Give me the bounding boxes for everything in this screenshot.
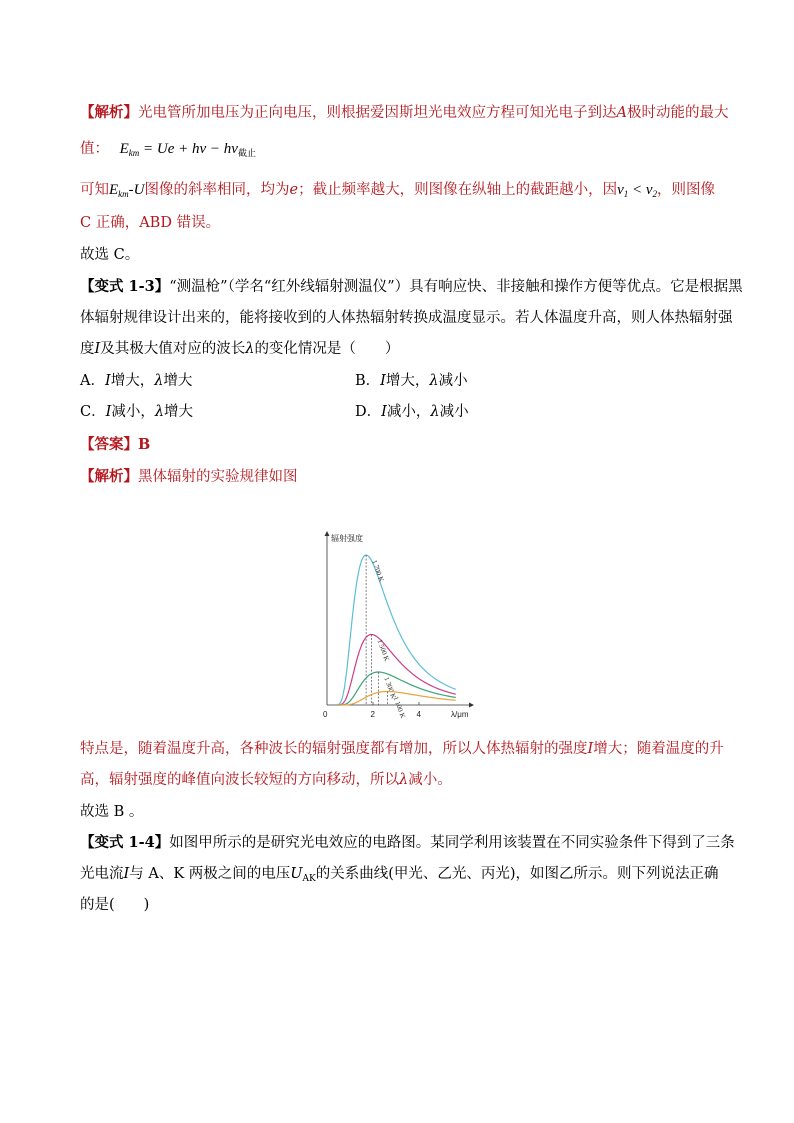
option-letter: B． — [355, 373, 381, 389]
analysis3-line-1 — [80, 739, 724, 759]
question-line-1 — [80, 277, 743, 297]
question-text: 的关系曲线(甲光、乙光、丙光)，如图乙所示。则下列说法正确 — [315, 866, 719, 882]
photoelectric-formula — [120, 141, 256, 157]
origin-label: 0 — [323, 710, 328, 719]
analysis-line-4: C 正确，ABD 错误。 — [80, 215, 221, 231]
question-tag: 【变式 1-3】 — [80, 278, 170, 295]
var-I: I — [105, 404, 112, 420]
option-text: 减小 — [438, 373, 468, 389]
option-letter: D． — [355, 404, 382, 420]
analysis-text: ；截止频率越大，则图像在纵轴上的截距越小，因 — [298, 182, 618, 198]
var-lambda: λ — [245, 341, 255, 357]
analysis-line-3 — [80, 180, 715, 204]
curve-label-1: 1 500 K — [375, 638, 391, 663]
analysis-text: 图像的斜率相同，均为 — [144, 182, 290, 198]
nu2: < ν — [628, 182, 653, 198]
nu1-sub: 1 — [623, 189, 629, 199]
option-text: 减小， — [111, 404, 155, 420]
var-U-sub: AK — [302, 874, 316, 884]
inequality — [617, 182, 657, 198]
var-I: I — [587, 741, 594, 757]
question-tag: 【变式 1-4】 — [80, 834, 170, 851]
option-text: 增大 — [164, 404, 194, 420]
var-I: I — [94, 341, 101, 357]
question2-line-2 — [80, 864, 719, 889]
curve-label-2: 1 300 K — [382, 675, 398, 700]
question2-line-3: 的是( ) — [80, 897, 150, 913]
option-text: 增大， — [110, 373, 155, 389]
question2-line-1 — [80, 833, 735, 853]
analysis-text-end: 极时动能的最大 — [626, 105, 729, 121]
curve-label-0: 1 700 K — [370, 558, 386, 583]
var-lambda: λ — [154, 404, 165, 420]
var-I: I — [381, 404, 387, 420]
question-line-2: 体辐射规律设计出来的，能将接收到的人体热辐射转换成温度显示。若人体温度升高，则人体热辐射强 — [80, 310, 733, 326]
option-b[interactable] — [355, 371, 468, 391]
nu2-sub: 2 — [652, 189, 658, 199]
analysis-text: 高，辐射强度的峰值向波长较短的方向移动，所以 — [80, 772, 399, 788]
analysis2-line — [80, 467, 298, 487]
var-U: U — [290, 866, 303, 882]
y-axis-arrow — [325, 531, 330, 536]
analysis-tag: 【解析】 — [80, 104, 138, 121]
var-lambda: λ — [399, 772, 409, 788]
question-line-3 — [80, 339, 399, 359]
analysis-tag: 【解析】 — [80, 468, 138, 485]
chart-plot — [323, 531, 474, 719]
nu1: ν — [617, 182, 624, 198]
question-text: 及其极大值对应的波长 — [100, 341, 246, 357]
var-I: I — [123, 866, 130, 882]
formula-lhs: E — [119, 141, 129, 157]
U: -U — [128, 182, 145, 198]
analysis-text: 减小。 — [408, 772, 452, 788]
question-text: “测温枪”（学名“红外线辐射测温仪”）具有响应快、非接触和操作方便等优点。它是根据黑 — [169, 279, 743, 295]
x-tick-label: 2 — [370, 710, 375, 719]
analysis-line-2 — [80, 139, 256, 163]
analysis-text: ，则图像 — [657, 182, 716, 198]
var-I: I — [380, 373, 386, 389]
var-lambda: λ — [429, 373, 439, 389]
formula-rhs: = Ue + hν − hν — [143, 141, 238, 157]
E-sub: km — [118, 189, 129, 199]
formula-rhs-sub: 截止 — [237, 148, 256, 158]
var-A: A — [616, 105, 627, 121]
option-c[interactable] — [80, 402, 193, 422]
question-text: 光电流 — [80, 866, 124, 882]
answer-line: 故选 C。 — [80, 247, 140, 263]
answer2-line: 故选 B 。 — [80, 804, 144, 820]
analysis3-line-2 — [80, 770, 452, 790]
blackbody-chart — [315, 530, 475, 730]
analysis-text: 可知 — [80, 182, 109, 198]
var-lambda: λ — [154, 373, 164, 389]
option-text: 减小 — [439, 404, 469, 420]
option-text: 增大， — [385, 373, 430, 389]
curve-label-3: 1 100 K — [391, 695, 407, 720]
option-d[interactable] — [355, 402, 469, 422]
analysis-text: 光电管所加电压为正向电压，则根据爱因斯坦光电效应方程可知光电子到达 — [138, 105, 617, 121]
y-axis-label: 辐射强度 — [331, 534, 363, 543]
option-a[interactable] — [80, 371, 192, 391]
var-e: e — [289, 182, 299, 198]
option-letter: A． — [80, 373, 105, 389]
option-text: 减小， — [386, 404, 431, 420]
x-axis-arrow — [469, 703, 474, 708]
x-axis-label: λ/μm — [451, 710, 469, 719]
x-tick-label: 4 — [416, 710, 421, 719]
E: E — [109, 182, 119, 198]
var-I: I — [104, 373, 111, 389]
question-text: 的变化情况是（ ） — [254, 341, 400, 357]
analysis-text: 值： — [80, 141, 109, 157]
var-lambda: λ — [430, 404, 440, 420]
question-text: 如图甲所示的是研究光电效应的电路图。某同学利用该装置在不同实验条件下得到了三条 — [169, 835, 735, 851]
analysis-line-1 — [80, 103, 728, 123]
option-letter: C． — [80, 404, 106, 420]
answer-tag: 【答案】B — [80, 436, 151, 453]
question-text: 与 A、K 两极之间的电压 — [129, 866, 291, 882]
option-text: 增大 — [163, 373, 193, 389]
analysis-text: 特点是，随着温度升高，各种波长的辐射强度都有增加，所以人体热辐射的强度 — [80, 741, 588, 757]
question-text: 度 — [80, 341, 95, 357]
formula-E — [109, 182, 145, 198]
formula-lhs-sub: km — [128, 148, 140, 158]
analysis-text: 黑体辐射的实验规律如图 — [138, 469, 298, 485]
curve-0 — [339, 555, 456, 705]
analysis-text: 增大；随着温度的升 — [593, 741, 724, 757]
